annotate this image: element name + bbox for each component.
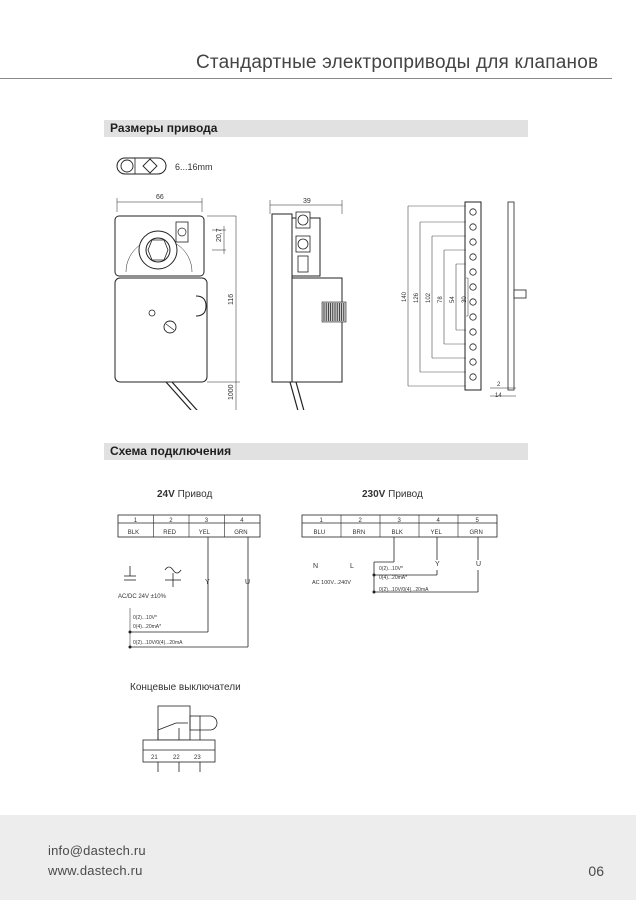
limit-terminal-21: 21 [151,755,158,761]
section-dimensions-bar [104,120,528,137]
terminal-wire: BRN [352,530,366,536]
footer-website[interactable]: www.dastech.ru [48,863,143,878]
section-dimensions-title: Размеры привода [110,121,218,135]
side-view-drawing [270,200,346,410]
wiring-230v-label-l: L [350,563,354,570]
wiring-24v-signal-y: Y [205,579,210,586]
rail-hole [470,344,476,350]
wiring-24v-range-3: 0(2)...10V/0(4)...20mA [133,640,183,646]
title-divider [0,78,612,79]
terminal-number: 1 [133,518,138,524]
wiring-24v-supply: AC/DC 24V ±10% [118,594,166,600]
rail-hole [470,209,476,215]
wiring-230v-supply: AC 100V...240V [312,580,351,586]
wiring-230v-signal-y: Y [435,561,440,568]
limit-terminal-22: 22 [173,755,180,761]
rail-dim-54: 54 [450,296,456,303]
footer-email[interactable]: info@dastech.ru [48,843,146,858]
wiring-24v-range-2: 0(4)...20mA* [133,624,162,630]
wiring-diagrams [0,480,636,780]
page-title: Стандартные электроприводы для клапанов [196,52,599,73]
wiring-230v-range-2: 0(4)...20mA* [379,575,408,581]
rail-hole [470,224,476,230]
terminal-number: 4 [240,518,244,524]
rail-dim-78: 78 [438,296,444,303]
terminal-number: 2 [169,518,173,524]
section-wiring-title: Схема подключения [110,444,232,458]
rail-dim-102: 102 [426,292,432,303]
terminal-number: 2 [358,518,362,524]
rail-hole [470,284,476,290]
rail-dim-30: 30 [462,296,468,303]
terminal-wire: BLU [313,530,326,536]
rail-dim-140: 140 [402,291,408,302]
terminal-wire: YEL [198,530,211,536]
side-width-dim: 39 [303,198,311,205]
terminal-wire: YEL [430,530,442,536]
terminal-number: 4 [436,518,440,524]
page-number: 06 [588,863,604,879]
rail-hole [470,299,476,305]
wiring-230v-range-1: 0(2)...10V* [379,566,403,572]
terminal-number: 5 [475,518,479,524]
rail-hole [470,269,476,275]
terminal-wire: GRN [469,530,483,536]
wiring-230v-title: 230V Привод [362,489,423,500]
wiring-24v-signal-u: U [245,579,251,586]
shaft-range-label: 6...16mm [175,162,213,172]
footer [0,815,636,900]
wiring-24v-title: 24V Привод [157,489,213,500]
limit-switch-symbol [143,706,217,772]
shaft-adapter-icon [117,158,166,174]
wiring-24v-range-1: 0(2)...10V* [133,615,157,621]
front-width-dim: 66 [156,194,164,201]
rail-dim-2: 2 [497,382,501,388]
wiring-230v-label-n: N [313,563,319,570]
terminal-wire: BLK [127,530,140,536]
rail-hole [470,359,476,365]
rail-hole [470,329,476,335]
terminal-wire: BLK [391,530,403,536]
limit-switches-title: Концевые выключатели [130,682,241,693]
terminal-wire: GRN [234,530,248,536]
front-height-dim: 116 [228,293,235,305]
section-wiring-bar [104,443,528,460]
limit-terminal-23: 23 [194,755,201,761]
dimension-drawings [0,150,636,410]
wiring-230v-lines [374,537,478,592]
wiring-230v-signal-u: U [476,561,482,568]
rail-hole [470,314,476,320]
wiring-24v-symbols [124,537,251,647]
rail-dim-14: 14 [495,393,502,399]
terminal-number: 3 [397,518,401,524]
rail-hole [470,239,476,245]
terminal-number: 1 [319,518,323,524]
rail-hole [470,254,476,260]
rail-dim-126: 126 [414,292,420,303]
front-shaft-dim: 20,7 [216,228,223,242]
rail-hole [470,374,476,380]
terminal-wire: RED [163,530,176,536]
wiring-230v-range-3: 0(2)...10V/0(4)...20mA [379,587,429,593]
front-cable-dim: 1000 [228,384,235,400]
terminal-number: 3 [204,518,209,524]
